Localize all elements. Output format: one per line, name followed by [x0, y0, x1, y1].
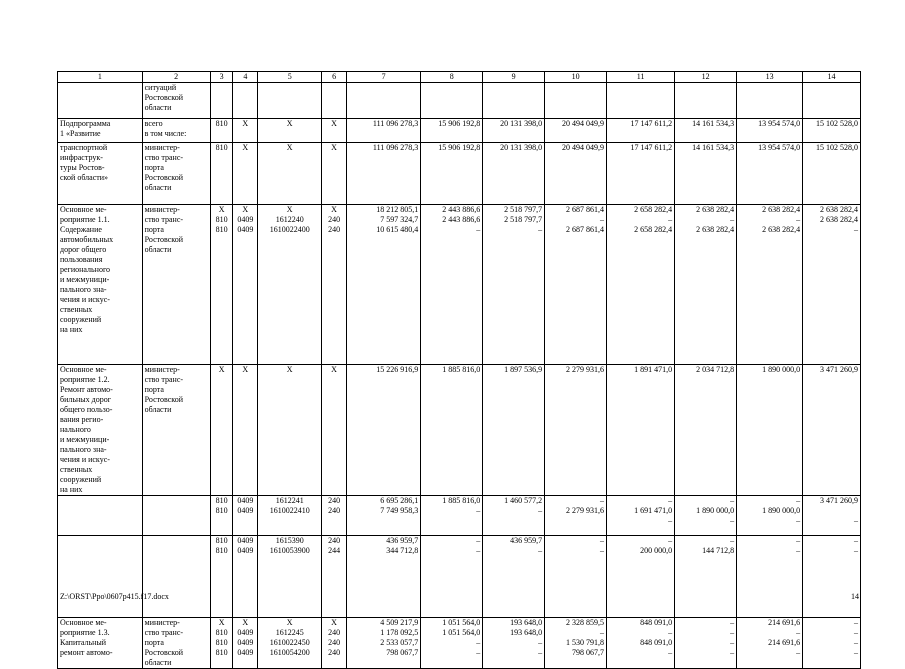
- table-cell-col8: 15 906 192,8: [421, 143, 483, 205]
- table-cell-col2: министер- ство транс- порта Ростовской области: [142, 143, 210, 205]
- table-cell-col8: – –: [421, 536, 483, 618]
- table-cell-col6: 240 240: [322, 496, 347, 536]
- table-cell-col6: Х 240 240 240: [322, 618, 347, 669]
- table-cell-col11: 848 091,0 – 848 091,0 –: [607, 618, 675, 669]
- column-header-4: 4: [233, 72, 258, 83]
- table-cell-col11: 17 147 611,2: [607, 143, 675, 205]
- table-cell-col8: 1 885 816,0: [421, 365, 483, 496]
- table-cell-col13: – 1 890 000,0 –: [737, 496, 803, 536]
- table-cell-col13: 2 638 282,4 – 2 638 282,4: [737, 205, 803, 365]
- table-cell-col14: 3 471 260,9 –: [803, 496, 861, 536]
- table-cell-col8: 1 051 564,0 1 051 564,0 – –: [421, 618, 483, 669]
- table-cell-col8: 2 443 886,6 2 443 886,6 –: [421, 205, 483, 365]
- table-cell-col12: – 144 712,8: [675, 536, 737, 618]
- table-cell-col7: 4 509 217,9 1 178 092,5 2 533 057,7 798 067,7: [346, 618, 420, 669]
- column-header-2: 2: [142, 72, 210, 83]
- table-cell-col14: 15 102 528,0: [803, 143, 861, 205]
- table-cell-col11: 2 658 282,4 – 2 658 282,4: [607, 205, 675, 365]
- table-cell-col2: ситуаций Ростовской области: [142, 83, 210, 119]
- table-cell-col11: [607, 83, 675, 119]
- table-cell-col1: [58, 83, 143, 119]
- table-cell-col11: – 1 691 471,0 –: [607, 496, 675, 536]
- column-header-13: 13: [737, 72, 803, 83]
- table-cell-col11: 1 891 471,0: [607, 365, 675, 496]
- table-row: [58, 496, 861, 536]
- table-cell-col9: 20 131 398,0: [483, 119, 545, 143]
- table-cell-col13: 1 890 000,0: [737, 365, 803, 496]
- table-cell-col6: Х 240 240: [322, 205, 347, 365]
- table-cell-col1: Основное ме- роприятие 1.2. Ремонт автомо- бильных дорог общего пользо- вания регио- нального и межмуници- пального зна- чения и искус- ственных сооружений на них: [58, 365, 143, 496]
- table-cell-col5: Х: [258, 143, 322, 205]
- table-cell-col4: Х: [233, 365, 258, 496]
- table-cell-col14: [803, 83, 861, 119]
- column-header-5: 5: [258, 72, 322, 83]
- table-cell-col13: 214 691,6 – 214 691,6 –: [737, 618, 803, 669]
- budget-table: [57, 71, 861, 669]
- table-row: [58, 618, 861, 669]
- column-header-12: 12: [675, 72, 737, 83]
- table-cell-col10: 20 494 049,9: [545, 119, 607, 143]
- table-cell-col9: 20 131 398,0: [483, 143, 545, 205]
- table-row: [58, 205, 861, 365]
- table-cell-col3: 810: [210, 143, 233, 205]
- table-cell-col1: Основное ме- роприятие 1.3. Капитальный ремонт автомо-: [58, 618, 143, 669]
- table-cell-col5: Х 1612245 1610022450 1610054200: [258, 618, 322, 669]
- table-cell-col14: 15 102 528,0: [803, 119, 861, 143]
- table-cell-col7: 15 226 916,9: [346, 365, 420, 496]
- column-header-3: 3: [210, 72, 233, 83]
- table-cell-col4: Х: [233, 143, 258, 205]
- table-cell-col6: 240 244: [322, 536, 347, 618]
- table-cell-col12: – – – –: [675, 618, 737, 669]
- column-header-14: 14: [803, 72, 861, 83]
- table-cell-col2: [142, 536, 210, 618]
- table-cell-col2: министер- ство транс- порта Ростовской области: [142, 618, 210, 669]
- column-header-6: 6: [322, 72, 347, 83]
- table-cell-col14: 2 638 282,4 2 638 282,4 –: [803, 205, 861, 365]
- table-cell-col5: Х 1612240 1610022400: [258, 205, 322, 365]
- table-cell-col7: 6 695 286,1 7 749 958,3: [346, 496, 420, 536]
- table-cell-col8: 15 906 192,8: [421, 119, 483, 143]
- table-cell-col11: – 200 000,0: [607, 536, 675, 618]
- table-cell-col10: 2 328 859,5 – 1 530 791,8 798 067,7: [545, 618, 607, 669]
- table-cell-col9: 193 648,0 193 648,0 – –: [483, 618, 545, 669]
- table-cell-col5: Х: [258, 365, 322, 496]
- table-cell-col7: 111 096 278,3: [346, 119, 420, 143]
- table-cell-col4: 0409 0409: [233, 496, 258, 536]
- table-cell-col6: Х: [322, 119, 347, 143]
- table-cell-col13: [737, 83, 803, 119]
- table-cell-col14: – – – –: [803, 618, 861, 669]
- table-cell-col1: транспортной инфраструк- туры Ростов- ской области»: [58, 143, 143, 205]
- table-cell-col3: Х 810 810 810: [210, 618, 233, 669]
- table-cell-col1: [58, 536, 143, 618]
- table-cell-col9: 1 460 577,2 –: [483, 496, 545, 536]
- table-cell-col4: [233, 83, 258, 119]
- table-row: [58, 83, 861, 119]
- table-row: [58, 119, 861, 143]
- table-cell-col2: министер- ство транс- порта Ростовской области: [142, 205, 210, 365]
- table-cell-col4: 0409 0409: [233, 536, 258, 618]
- table-cell-col2: [142, 496, 210, 536]
- table-cell-col5: Х: [258, 119, 322, 143]
- table-cell-col10: 2 279 931,6: [545, 365, 607, 496]
- table-cell-col3: 810 810: [210, 536, 233, 618]
- table-cell-col3: 810: [210, 119, 233, 143]
- table-cell-col1: [58, 496, 143, 536]
- table-cell-col12: 14 161 534,3: [675, 143, 737, 205]
- file-path: Z:\ORST\Ppo\0607p415.f17.docx: [60, 592, 169, 601]
- table-cell-col5: 1612241 1610022410: [258, 496, 322, 536]
- table-cell-col7: 18 212 805,1 7 597 324,7 10 615 480,4: [346, 205, 420, 365]
- table-cell-col3: Х: [210, 365, 233, 496]
- table-cell-col3: Х 810 810: [210, 205, 233, 365]
- table-cell-col2: министер- ство транс- порта Ростовской области: [142, 365, 210, 496]
- table-row: [58, 365, 861, 496]
- table-cell-col13: 13 954 574,0: [737, 143, 803, 205]
- table-header-row: [58, 72, 861, 83]
- page-number: 14: [851, 592, 859, 601]
- column-header-9: 9: [483, 72, 545, 83]
- column-header-1: 1: [58, 72, 143, 83]
- table-cell-col12: 2 034 712,8: [675, 365, 737, 496]
- table-cell-col7: 436 959,7 344 712,8: [346, 536, 420, 618]
- table-cell-col12: – 1 890 000,0 –: [675, 496, 737, 536]
- table-cell-col13: 13 954 574,0: [737, 119, 803, 143]
- table-cell-col4: Х: [233, 119, 258, 143]
- table-cell-col6: Х: [322, 365, 347, 496]
- table-row: [58, 536, 861, 618]
- table-cell-col11: 17 147 611,2: [607, 119, 675, 143]
- table-cell-col12: 2 638 282,4 – 2 638 282,4: [675, 205, 737, 365]
- column-header-11: 11: [607, 72, 675, 83]
- table-cell-col10: 2 687 861,4 – 2 687 861,4: [545, 205, 607, 365]
- table-cell-col5: [258, 83, 322, 119]
- table-cell-col10: – 2 279 931,6: [545, 496, 607, 536]
- table-cell-col7: 111 096 278,3: [346, 143, 420, 205]
- table-cell-col6: [322, 83, 347, 119]
- table-cell-col1: Подпрограмма 1 «Развитие: [58, 119, 143, 143]
- table-cell-col14: – –: [803, 536, 861, 618]
- table-cell-col9: 1 897 536,9: [483, 365, 545, 496]
- table-cell-col1: Основное ме- роприятие 1.1. Содержание автомобильных дорог общего пользования регионального и межмуници- пального зна- чения и искус- ственных сооружений на них: [58, 205, 143, 365]
- table-cell-col6: Х: [322, 143, 347, 205]
- table-cell-col12: 14 161 534,3: [675, 119, 737, 143]
- table-row: [58, 143, 861, 205]
- table-cell-col9: [483, 83, 545, 119]
- table-cell-col3: [210, 83, 233, 119]
- table-cell-col10: – –: [545, 536, 607, 618]
- table-cell-col10: [545, 83, 607, 119]
- table-cell-col12: [675, 83, 737, 119]
- table-cell-col9: 2 518 797,7 2 518 797,7 –: [483, 205, 545, 365]
- column-header-10: 10: [545, 72, 607, 83]
- column-header-8: 8: [421, 72, 483, 83]
- table-cell-col9: 436 959,7 –: [483, 536, 545, 618]
- table-cell-col4: Х 0409 0409: [233, 205, 258, 365]
- table-cell-col3: 810 810: [210, 496, 233, 536]
- table-cell-col5: 1615390 1610053900: [258, 536, 322, 618]
- table-cell-col7: [346, 83, 420, 119]
- table-cell-col13: – –: [737, 536, 803, 618]
- column-header-7: 7: [346, 72, 420, 83]
- table-cell-col4: Х 0409 0409 0409: [233, 618, 258, 669]
- table-cell-col2: всего в том числе:: [142, 119, 210, 143]
- table-cell-col10: 20 494 049,9: [545, 143, 607, 205]
- table-cell-col8: [421, 83, 483, 119]
- table-cell-col8: 1 885 816,0 –: [421, 496, 483, 536]
- table-cell-col14: 3 471 260,9: [803, 365, 861, 496]
